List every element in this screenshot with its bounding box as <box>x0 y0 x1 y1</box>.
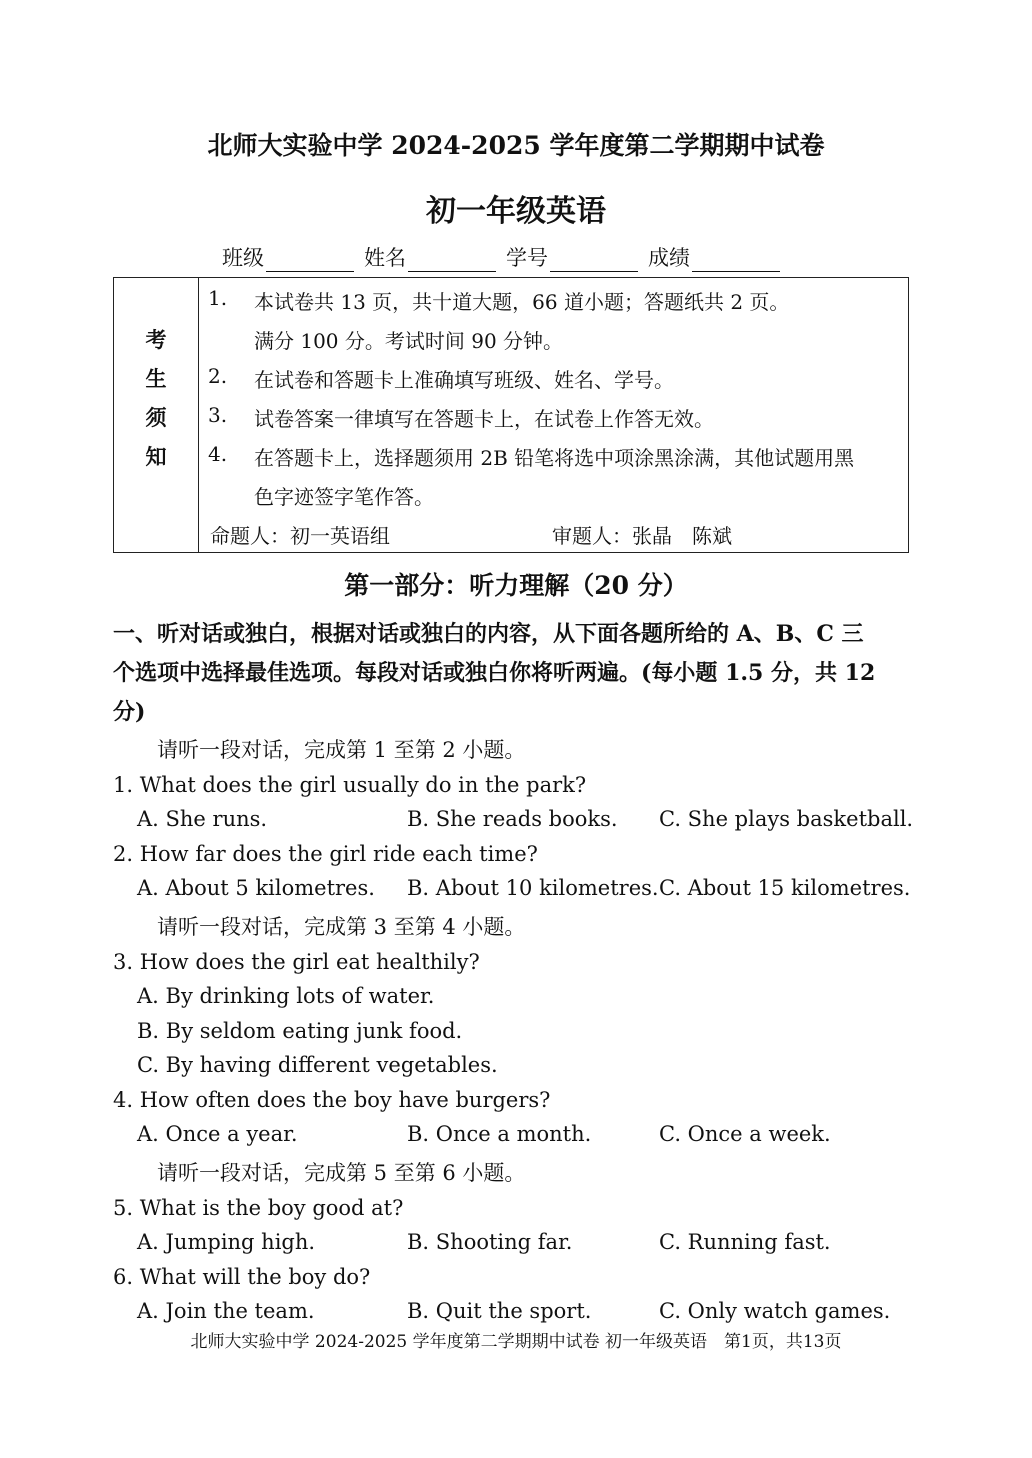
class-field[interactable] <box>222 242 354 272</box>
score-label: 成绩 <box>648 246 690 270</box>
question-1: 1. What does the girl usually do in the park? <box>113 773 587 797</box>
student-id-blank[interactable] <box>550 247 638 272</box>
dialogue-instruction-1: 请听一段对话，完成第 1 至第 2 小题。 <box>157 738 526 762</box>
notice-item-number: 1. <box>208 286 228 310</box>
question-3-option-a[interactable]: A. By drinking lots of water. <box>137 984 435 1008</box>
question-4: 4. How often does the boy have burgers? <box>113 1088 551 1112</box>
question-reviewer: 审题人：张晶 陈斌 <box>552 524 732 548</box>
notice-item-number: 3. <box>208 403 228 427</box>
question-6-option-c[interactable]: C. Only watch games. <box>659 1299 891 1323</box>
name-field[interactable] <box>364 242 496 272</box>
notice-body <box>198 278 908 552</box>
question-4-option-b[interactable]: B. Once a month. <box>407 1122 592 1146</box>
question-2: 2. How far does the girl ride each time? <box>113 842 538 866</box>
notice-heading-char: 知 <box>145 444 167 469</box>
question-6-option-a[interactable]: A. Join the team. <box>137 1299 315 1323</box>
dialogue-instruction-3: 请听一段对话，完成第 5 至第 6 小题。 <box>157 1161 526 1185</box>
name-label: 姓名 <box>364 246 406 270</box>
notice-item-text: 满分 100 分。考试时间 90 分钟。 <box>254 329 564 353</box>
question-3-option-c[interactable]: C. By having different vegetables. <box>137 1053 498 1077</box>
section-one-instruction-line-3: 分) <box>113 699 146 725</box>
question-1-option-c[interactable]: C. She plays basketball. <box>659 807 914 831</box>
notice-item-number: 4. <box>208 442 228 466</box>
exam-title: 北师大实验中学 2024-2025 学年度第二学期期中试卷 <box>207 131 825 160</box>
notice-heading-char: 生 <box>145 366 167 391</box>
question-5-option-b[interactable]: B. Shooting far. <box>407 1230 573 1254</box>
section-one-instruction-line-1: 一、听对话或独白，根据对话或独白的内容，从下面各题所给的 A、B、C 三 <box>113 621 864 647</box>
class-blank[interactable] <box>266 247 354 272</box>
question-2-option-c[interactable]: C. About 15 kilometres. <box>659 876 911 900</box>
name-blank[interactable] <box>408 247 496 272</box>
question-4-option-c[interactable]: C. Once a week. <box>659 1122 831 1146</box>
notice-item-text: 在试卷和答题卡上准确填写班级、姓名、学号。 <box>254 368 674 392</box>
dialogue-instruction-2: 请听一段对话，完成第 3 至第 4 小题。 <box>157 915 526 939</box>
question-6: 6. What will the boy do? <box>113 1265 371 1289</box>
question-6-option-b[interactable]: B. Quit the sport. <box>407 1299 592 1323</box>
question-1-option-a[interactable]: A. She runs. <box>137 807 268 831</box>
notice-heading <box>114 278 199 552</box>
score-blank[interactable] <box>692 247 780 272</box>
notice-item-text: 本试卷共 13 页，共十道大题，66 道小题；答题纸共 2 页。 <box>254 290 790 314</box>
student-id-field[interactable] <box>506 242 638 272</box>
notice-heading-char: 须 <box>145 405 167 430</box>
notice-item-text: 在答题卡上，选择题须用 2B 铅笔将选中项涂黑涂满，其他试题用黑 <box>254 446 855 470</box>
question-1-option-b[interactable]: B. She reads books. <box>407 807 618 831</box>
question-5: 5. What is the boy good at? <box>113 1196 404 1220</box>
question-2-option-a[interactable]: A. About 5 kilometres. <box>137 876 375 900</box>
page-footer: 北师大实验中学 2024-2025 学年度第二学期期中试卷 初一年级英语 第1页，共13页 <box>190 1332 842 1352</box>
subject-title: 初一年级英语 <box>426 194 606 229</box>
exam-notice-box <box>113 277 909 553</box>
student-info-row <box>222 242 790 272</box>
part-one-title: 第一部分：听力理解（20 分） <box>344 571 688 600</box>
section-one-instruction-line-2: 个选项中选择最佳选项。每段对话或独白你将听两遍。(每小题 1.5 分，共 12 <box>113 660 876 686</box>
notice-item-number: 2. <box>208 364 228 388</box>
student-id-label: 学号 <box>506 246 548 270</box>
question-3: 3. How does the girl eat healthily? <box>113 950 480 974</box>
question-2-option-b[interactable]: B. About 10 kilometres. <box>407 876 659 900</box>
question-setter: 命题人：初一英语组 <box>210 524 390 548</box>
question-5-option-c[interactable]: C. Running fast. <box>659 1230 831 1254</box>
notice-heading-char: 考 <box>145 327 167 352</box>
class-label: 班级 <box>222 246 264 270</box>
notice-item-text: 试卷答案一律填写在答题卡上，在试卷上作答无效。 <box>254 407 714 431</box>
question-4-option-a[interactable]: A. Once a year. <box>137 1122 298 1146</box>
question-3-option-b[interactable]: B. By seldom eating junk food. <box>137 1019 463 1043</box>
score-field[interactable] <box>648 242 780 272</box>
question-5-option-a[interactable]: A. Jumping high. <box>137 1230 316 1254</box>
notice-item-text: 色字迹签字笔作答。 <box>254 485 434 509</box>
